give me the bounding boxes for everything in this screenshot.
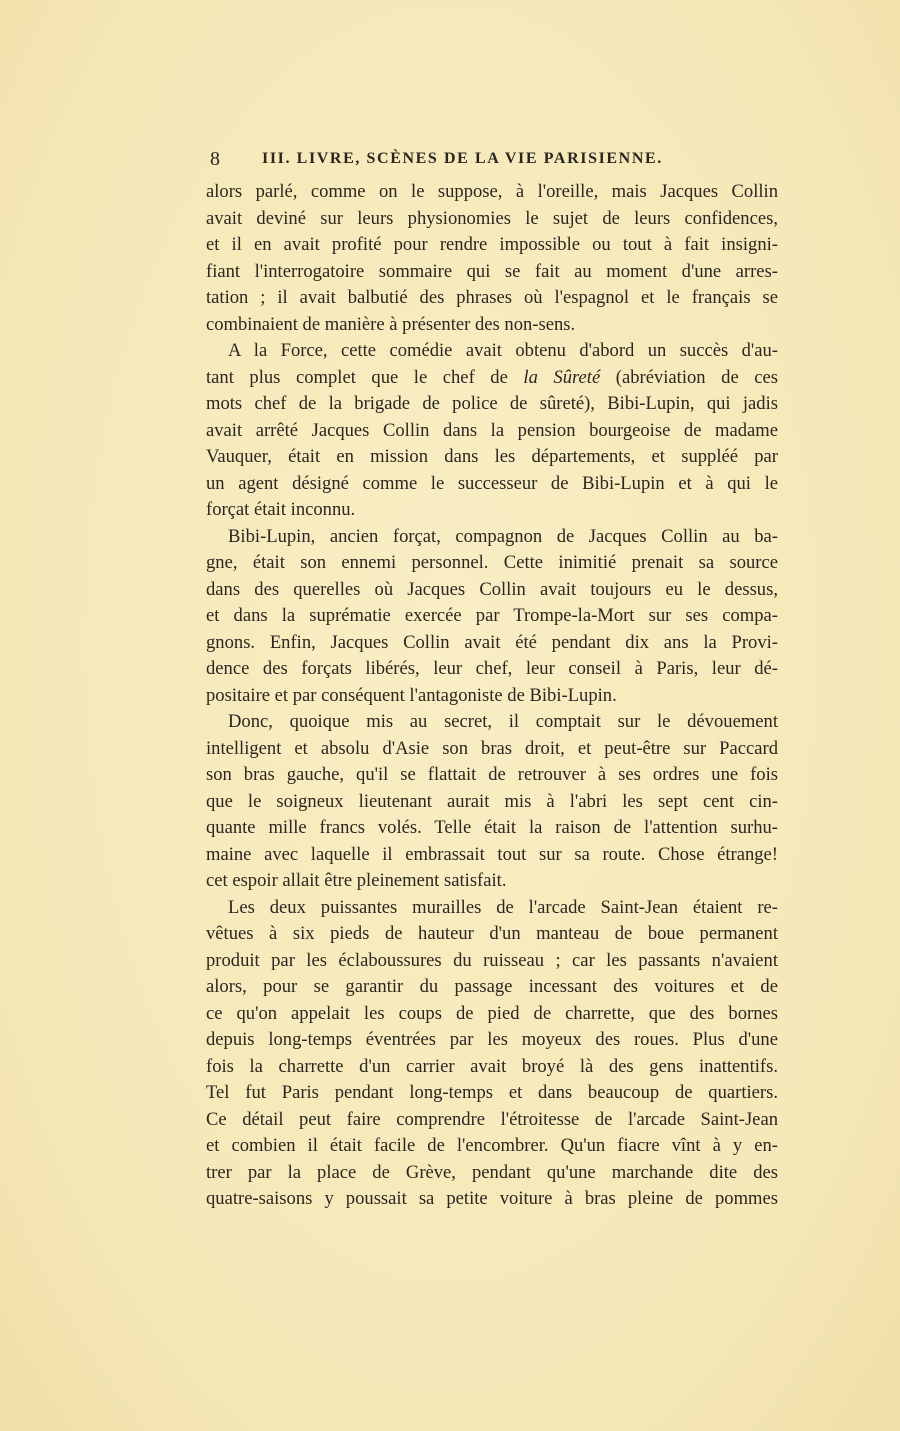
text-line: Ce détail peut faire comprendre l'étroitesse de l'arcade Saint-Jean [206,1108,778,1130]
text-line: alors parlé, comme on le suppose, à l'oreille, mais Jacques Collin [206,181,778,202]
text-line: combinaient de manière à présenter des non-sens. [206,313,576,335]
text-line: depuis long-temps éventrées par les moyeux des roues. Plus d'une [206,1029,778,1050]
paragraph [206,524,778,710]
text-line: produit par les éclaboussures du ruisseau ; car les passants n'avaient [206,949,778,971]
page-number: 8 [210,148,220,170]
page-header [206,148,778,176]
text-line: quante mille francs volés. Telle était la raison de l'attention surhu- [206,817,778,838]
paragraph [206,179,778,338]
text-line: Donc, quoique mis au secret, il comptait sur le dévouement [228,711,778,732]
text-line: fiant l'interrogatoire sommaire qui se fait au moment d'une arres- [206,260,778,282]
text-line: mots chef de la brigade de police de sûreté), Bibi-Lupin, qui jadis [206,393,778,414]
paragraph [206,709,778,895]
text-line: intelligent et absolu d'Asie son bras droit, et peut-être sur Paccard [206,737,778,759]
text-line: forçat était inconnu. [206,499,356,520]
page-body-text [206,179,778,1213]
text-line: et il en avait profité pour rendre impossible ou tout à fait insigni- [206,234,778,255]
text-line: Les deux puissantes murailles de l'arcade Saint-Jean étaient re- [228,896,778,918]
running-title: III. LIVRE, SCÈNES DE LA VIE PARISIENNE. [262,150,663,167]
text-line: tation ; il avait balbutié des phrases où l'espagnol et le français se [206,287,778,308]
text-line: et dans la suprématie exercée par Trompe-la-Mort sur ses compa- [206,605,778,626]
text-line: vêtues à six pieds de hauteur d'un manteau de boue permanent [206,923,778,944]
text-line: positaire et par conséquent l'antagoniste de Bibi-Lupin. [206,684,617,706]
text-line: A la Force, cette comédie avait obtenu d'abord un succès d'au- [228,340,778,361]
text-line: maine avec laquelle il embrassait tout sur sa route. Chose étrange! [206,843,778,865]
italic-term: la Sûreté [523,366,601,388]
text-line: cet espoir allait être pleinement satisfait. [206,870,507,891]
text-line: que le soigneux lieutenant aurait mis à l'abri les sept cent cin- [206,790,778,812]
text-line: avait deviné sur leurs physionomies le sujet de leurs confidences, [206,207,778,229]
text-line: Vauquer, était en mission dans les départements, et suppléé par [206,446,778,467]
text-line: Bibi-Lupin, ancien forçat, compagnon de Jacques Collin au ba- [228,525,778,547]
paragraph [206,338,778,524]
text-line: son bras gauche, qu'il se flattait de retrouver à ses ordres une fois [206,764,778,785]
text-line: avait arrêté Jacques Collin dans la pension bourgeoise de madame [206,419,778,441]
text-line: et combien il était facile de l'encombrer. Qu'un fiacre vînt à y en- [206,1135,778,1156]
text-line: trer par la place de Grève, pendant qu'une marchande dite des [206,1161,778,1183]
text-line: tant plus complet que le chef de la Sûreté (abréviation de ces [206,366,778,388]
text-line: gne, était son ennemi personnel. Cette inimitié prenait sa source [206,552,778,573]
text-line: gnons. Enfin, Jacques Collin avait été pendant dix ans la Provi- [206,631,778,653]
text-line: ce qu'on appelait les coups de pied de charrette, que des bornes [206,1002,778,1024]
text-line: fois la charrette d'un carrier avait broyé là des gens inattentifs. [206,1055,778,1077]
text-line: alors, pour se garantir du passage incessant des voitures et de [206,976,778,997]
paragraph [206,895,778,1213]
text-line: dence des forçats libérés, leur chef, leur conseil à Paris, leur dé- [206,658,778,679]
text-line: dans des querelles où Jacques Collin avait toujours eu le dessus, [206,578,778,600]
text-line: un agent désigné comme le successeur de Bibi-Lupin et à qui le [206,472,778,494]
text-line: Tel fut Paris pendant long-temps et dans beaucoup de quartiers. [206,1082,778,1103]
text-line: quatre-saisons y poussait sa petite voiture à bras pleine de pommes [206,1188,778,1209]
